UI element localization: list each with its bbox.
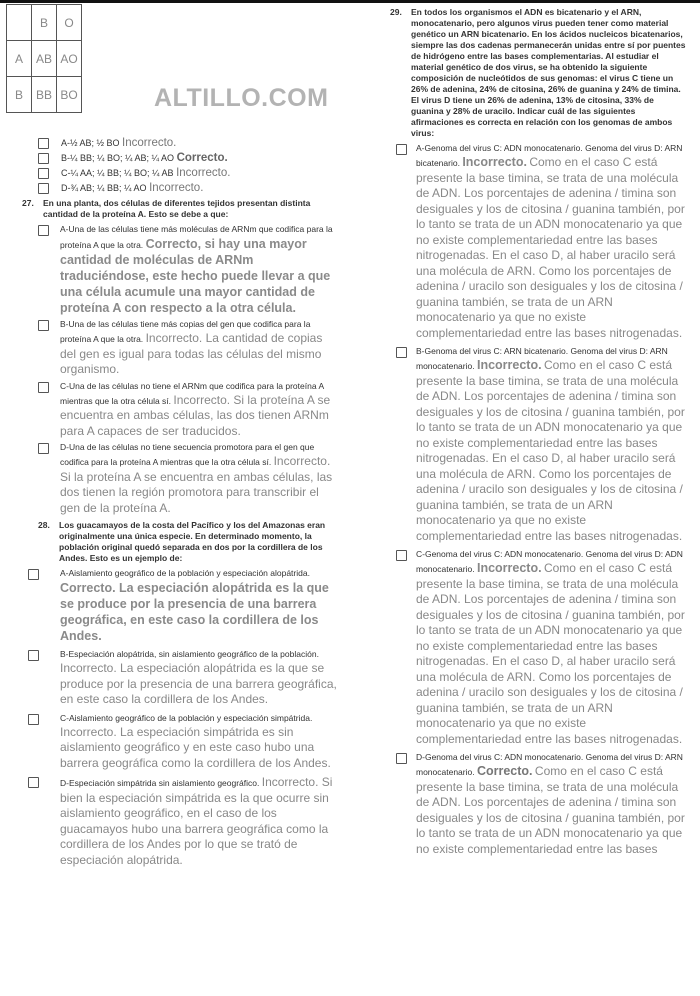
checkbox[interactable] — [396, 753, 407, 764]
option-text: B-Una de las células tiene más copias del gen que codifica para la proteína A que la otra. — [60, 319, 311, 344]
option-text: A-Una de las células tiene más moléculas de ARNm que codifica para la proteína A que la otra. — [60, 224, 333, 250]
q29-option-a[interactable] — [396, 142, 688, 341]
q26-options — [16, 136, 341, 196]
watermark: ALTILLO.COM — [154, 84, 329, 112]
option-verdict: Correcto. — [476, 764, 533, 778]
checkbox[interactable] — [38, 138, 49, 149]
checkbox[interactable] — [396, 144, 407, 155]
option-feedback: Incorrecto. — [149, 182, 204, 194]
option-text: C-Aislamiento geográfico de la población y especiación simpátrida. — [60, 712, 313, 723]
table-cell: AB — [32, 41, 57, 77]
option-feedback: Incorrecto. Si la proteína A se encuentra en ambas células, las dos tienen ARNm para A capaces de ser traducidos. — [60, 392, 331, 438]
option-feedback: Incorrecto. La cantidad de copias del gen es igual para todas las células del mismo organismo. — [60, 331, 323, 376]
option-verdict: Incorrecto. — [462, 155, 527, 169]
question-text: En una planta, dos células de diferentes tejidos presentan distinta cantidad de la proteína A. Esto se debe a que: — [43, 198, 311, 219]
table-cell: A — [7, 41, 32, 77]
checkbox[interactable] — [38, 320, 49, 331]
table-header-row — [7, 5, 82, 41]
option-verdict: Incorrecto. — [476, 561, 542, 575]
option-text: D-Especiación simpátrida sin aislamiento geográfico. — [60, 778, 260, 788]
q28-option-b[interactable] — [16, 648, 341, 708]
option-text: C-¼ AA; ¼ BB; ¼ BO; ¼ AB — [61, 168, 174, 178]
top-rule — [0, 0, 700, 3]
option-feedback: Incorrecto. La especiación alopátrida es la que se produce por la presencia de una barrera geográfica, en este caso la cordillera de los Andes. — [60, 661, 337, 706]
option-feedback: Como en el caso C está presente la base timina, se trata de una molécula de ADN. Los porcentajes de adenina / timina son desiguales y los de citosina / guanina también, por lo tanto se trata de un ADN monocatenario ya que no existe complementariedad entre las bases nitrogenadas. En el caso D, al haber uracilo será una molécula de ARN. Como los porcentajes de adenina / uracilo son desiguales y los de citosina / guanina también, se trata de un ARN monocatenario ya que no existe complementariedad entre las bases nitrogenadas. — [416, 358, 685, 543]
q28-option-c[interactable] — [16, 712, 341, 772]
q26-option-b[interactable] — [38, 151, 341, 166]
question-heading — [22, 198, 341, 220]
question-number: 28. — [38, 520, 50, 530]
option-text: D-Genoma del virus C: ADN monocatenario. Genoma del virus D: ARN monocatenario. — [416, 752, 683, 777]
left-column — [16, 136, 341, 872]
option-text: A-Genoma del virus C: ADN monocatenario. Genoma del virus D: ARN bicatenario. — [416, 143, 683, 168]
question-29-heading — [390, 7, 688, 139]
checkbox[interactable] — [38, 382, 49, 393]
question-text: En todos los organismos el ADN es bicatenario y el ARN, monocatenario, pero algunos virus pueden tener como material genético un ARN bicatenario. En los ácidos nucleicos bicatenarios, siempre las dos cadenas permanecerán unidas entre sí por puentes de hidrógeno entre las bases complementarias. Al estudiar el material genético de dos virus, se ha obtenido la siguiente composición de nucleótidos de sus genomas: el virus C tiene un 26% de adenina, 24% de citosina, 26% de guanina y 24% de timina. El virus D tiene un 26% de adenina, 13% de citosina, 33% de guanina y 28% de uracilo. Indicar cuál de las siguientes afirmaciones es correcta en relación con los genomas de ambos virus: — [411, 7, 686, 138]
table-cell: O — [57, 5, 82, 41]
option-feedback: Correcto, si hay una mayor cantidad de moléculas de ARNm traduciéndose, este hecho puede llevar a que una célula acumule una mayor cantidad de proteína A con respecto a la otra célula. — [60, 237, 331, 315]
right-column — [390, 5, 688, 861]
q29-option-c[interactable] — [396, 548, 688, 747]
option-feedback: Correcto. — [176, 152, 228, 164]
question-28 — [16, 520, 341, 868]
option-feedback: Incorrecto. La especiación simpátrida es sin aislamiento geográfico y en este caso hubo una barrera geográfica como la cordillera de los Andes. — [60, 724, 331, 770]
q27-option-d[interactable] — [38, 441, 341, 516]
checkbox[interactable] — [38, 443, 49, 454]
checkbox[interactable] — [396, 347, 407, 358]
option-feedback: Como en el caso C está presente la base timina, se trata de una molécula de ADN. Los porcentajes de adenina / timina son desiguales y los de citosina / guanina también, por lo tanto se trata de un ADN monocatenario ya que no existe complementariedad entre las bases — [416, 764, 685, 856]
table-row — [7, 77, 82, 113]
checkbox[interactable] — [28, 714, 39, 725]
option-text: B-Genoma del virus C: ARN bicatenario. Genoma del virus D: ARN monocatenario. — [416, 346, 668, 371]
question-27 — [16, 198, 341, 516]
option-feedback: Correcto. La especiación alopátrida es la que se produce por la presencia de una barrera geográfica, en este caso la cordillera de los Andes. — [60, 581, 329, 643]
table-cell: BB — [32, 77, 57, 113]
checkbox[interactable] — [38, 153, 49, 164]
checkbox[interactable] — [28, 777, 39, 788]
question-heading — [38, 520, 341, 564]
q29-option-d[interactable] — [396, 751, 688, 857]
option-text: C-Genoma del virus C: ADN monocatenario. Genoma del virus D: ADN monocatenario. — [416, 549, 683, 574]
option-feedback: Como en el caso C está presente la base timina, se trata de una molécula de ADN. Los porcentajes de adenina / timina son desiguales y los de citosina / guanina también, por lo tanto se trata de un ADN monocatenario ya que no existe complementariedad entre las bases nitrogenadas. En el caso D, al haber uracilo será una molécula de ARN. Como los porcentajes de adenina / uracilo son desiguales y los de citosina / guanina también, se trata de un ARN monocatenario ya que no existe complementariedad entre las bases nitrogenadas. — [416, 561, 685, 746]
question-number: 29. — [390, 7, 402, 17]
option-feedback: Como en el caso C está presente la base timina, se trata de una molécula de ADN. Los porcentajes de adenina / timina son desiguales y los de citosina / guanina también, por lo tanto se trata de un ADN monocatenario ya que no existe complementariedad entre las bases nitrogenadas. En el caso D, al haber uracilo será una molécula de ARN. Como los porcentajes de adenina / uracilo son desiguales y los de citosina / guanina también, se trata de un ARN monocatenario ya que no existe complementariedad entre las bases nitrogenadas. — [416, 155, 685, 340]
option-text: A-½ AB; ½ BO — [61, 138, 120, 148]
option-feedback: Incorrecto. Si bien la especiación simpátrida es la que ocurre sin aislamiento geográfico, en el caso de los guacamayos hubo una barrera geográfica como la cordillera de los Andes por lo que se trató de especiación alopátrida. — [60, 775, 333, 867]
option-text: D-¾ AB; ¼ BB; ¼ AO — [61, 183, 147, 193]
option-feedback: Incorrecto. — [122, 137, 177, 149]
table-cell: B — [7, 77, 32, 113]
question-text: Los guacamayos de la costa del Pacífico y los del Amazonas eran originalmente una única especie. En determinado momento, la población original quedó separada en dos por la cordillera de los Andes. Esto es un ejemplo de: — [59, 520, 326, 563]
table-cell — [7, 5, 32, 41]
q26-option-d[interactable] — [38, 181, 341, 196]
table-cell: BO — [57, 77, 82, 113]
q27-option-b[interactable] — [38, 318, 341, 378]
option-text: C-Una de las células no tiene el ARNm que codifica para la proteína A mientras que la otra célula sí. — [60, 380, 324, 406]
table-cell: AO — [57, 41, 82, 77]
question-number: 27. — [22, 198, 34, 208]
checkbox[interactable] — [38, 183, 49, 194]
checkbox[interactable] — [396, 550, 407, 561]
option-text: A-Aislamiento geográfico de la población y especiación alopátrida. — [60, 568, 310, 578]
table-row — [7, 41, 82, 77]
q27-option-c[interactable] — [38, 380, 341, 440]
option-text: B-Especiación alopátrida, sin aislamiento geográfico de la población. — [60, 649, 319, 659]
q28-option-d[interactable] — [16, 775, 341, 868]
table-cell: B — [32, 5, 57, 41]
q26-option-a[interactable] — [38, 136, 341, 151]
checkbox[interactable] — [38, 225, 49, 236]
q27-option-a[interactable] — [38, 223, 341, 316]
option-verdict: Incorrecto. — [476, 358, 542, 372]
option-text: B-¼ BB; ¼ BO; ¼ AB; ¼ AO — [61, 153, 175, 163]
option-text: D-Una de las células no tiene secuencia promotora para el gen que codifica para la proteína A mientras que la otra célula sí. — [60, 442, 315, 467]
q26-option-c[interactable] — [38, 166, 341, 181]
punnett-table — [6, 4, 82, 113]
checkbox[interactable] — [28, 569, 39, 580]
checkbox[interactable] — [28, 650, 39, 661]
q28-option-a[interactable] — [16, 567, 341, 644]
checkbox[interactable] — [38, 168, 49, 179]
option-feedback: Incorrecto. Si la proteína A se encuentra en ambas células, las dos tienen la región promotora para transcribir el gen de la proteína A. — [60, 454, 333, 515]
option-feedback: Incorrecto. — [176, 167, 231, 179]
q29-option-b[interactable] — [396, 345, 688, 544]
